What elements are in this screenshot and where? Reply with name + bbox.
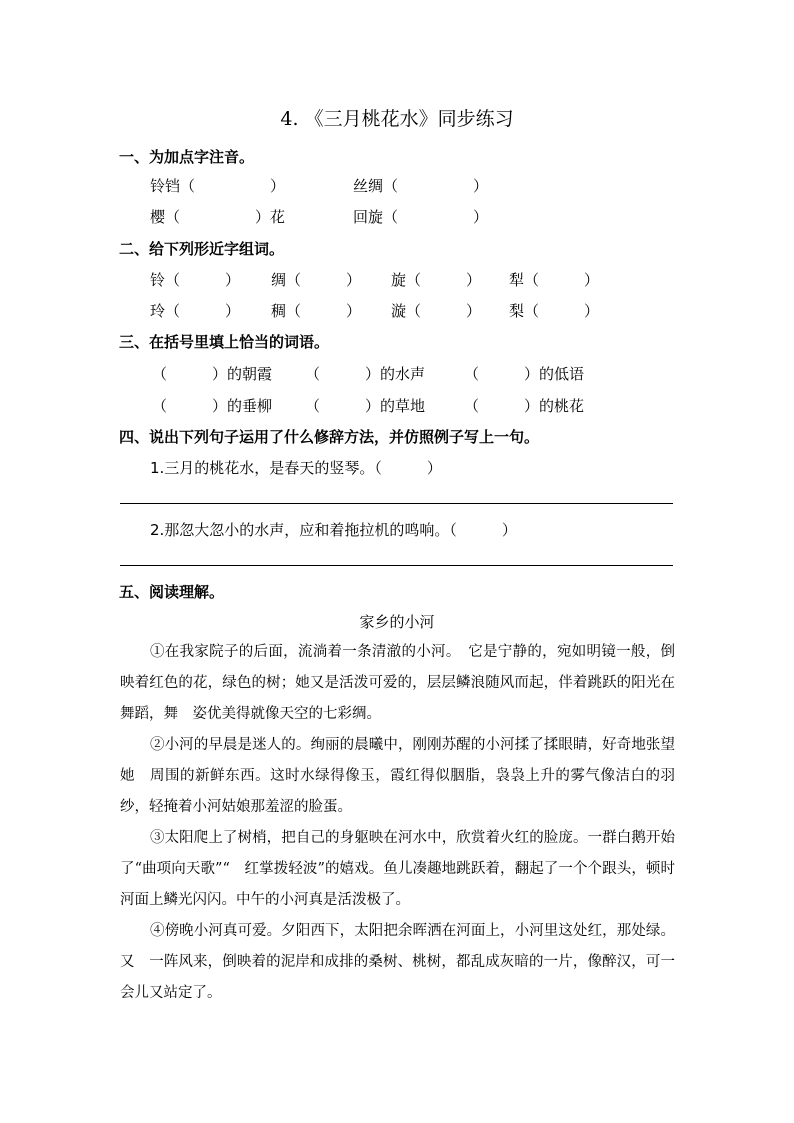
passage-paragraph-3: ③太阳爬上了树梢，把自己的身躯映在河水中，欣赏着火红的脸庞。一群白鹅开始了“曲项向天歌”“ 红掌拨轻波”的嬉戏。鱼儿凑趣地跳跃着，翻起了一个个跟头，顿时河面上鳞光闪闪。中午的小河真是活泼极了。 xyxy=(120,830,675,908)
s4-question-1: 1.三月的桃花水，是春天的竖琴。（ ） xyxy=(150,459,442,477)
section-2-heading: 二、给下列形近字组词。 xyxy=(119,240,285,258)
section-3-heading: 三、在括号里填上恰当的词语。 xyxy=(119,333,330,351)
passage-title: 家乡的小河 xyxy=(359,613,435,631)
s3-row2-item-1: （ ）的垂柳 xyxy=(152,397,273,415)
page-title: 4. 《三月桃花水》同步练习 xyxy=(280,108,514,130)
passage-paragraph-2: ②小河的早晨是迷人的。绚丽的晨曦中，刚刚苏醒的小河揉了揉眼睛，好奇地张望她 周围的新鲜东西。这时水绿得像玉，霞红得似胭脂，袅袅上升的雾气像洁白的羽纱，轻掩着小河姑娘那羞涩的脸蛋。 xyxy=(120,737,675,815)
s1-item-1: 铃铛（ ） xyxy=(150,177,286,195)
passage-paragraph-1: ①在我家院子的后面，流淌着一条清澈的小河。 它是宁静的，宛如明镜一般，倒映着红色的花，绿色的树；她又是活泼可爱的，层层鳞浪随风而起，伴着跳跃的阳光在舞蹈，舞 姿优美得就像天空的七彩绸。 xyxy=(120,644,675,722)
answer-line-1 xyxy=(120,503,673,504)
s3-row1-item-2: （ ）的水声 xyxy=(305,365,426,383)
s2-row2-item-2: 稠（ ） xyxy=(271,302,362,320)
s2-row2-item-3: 漩（ ） xyxy=(391,302,482,320)
s2-row1-item-1: 铃（ ） xyxy=(150,271,241,289)
s1-item-4: 回旋（ ） xyxy=(353,208,489,226)
s4-question-2: 2.那忽大忽小的水声，应和着拖拉机的鸣响。（ ） xyxy=(150,521,517,539)
s3-row1-item-3: （ ）的低语 xyxy=(464,365,585,383)
section-5-heading: 五、阅读理解。 xyxy=(119,583,225,601)
passage-paragraph-4: ④傍晚小河真可爱。夕阳西下，太阳把余晖洒在河面上，小河里这处红，那处绿。又 一阵风来，倒映着的泥岸和成排的桑树、桃树，都乱成灰暗的一片，像醉汉，可一会儿又站定了。 xyxy=(120,923,675,1001)
section-4-heading: 四、说出下列句子运用了什么修辞方法，并仿照例子写上一句。 xyxy=(119,428,540,446)
s1-item-3: 樱（ ）花 xyxy=(150,208,286,226)
answer-line-2 xyxy=(120,565,673,566)
s3-row1-item-1: （ ）的朝霞 xyxy=(152,365,273,383)
s2-row1-item-3: 旋（ ） xyxy=(391,271,482,289)
s3-row2-item-2: （ ）的草地 xyxy=(305,397,426,415)
s2-row2-item-1: 玲（ ） xyxy=(150,302,241,320)
s2-row1-item-2: 绸（ ） xyxy=(271,271,362,289)
section-1-heading: 一、为加点字注音。 xyxy=(119,148,255,166)
s3-row2-item-3: （ ）的桃花 xyxy=(464,397,585,415)
s2-row2-item-4: 梨（ ） xyxy=(509,302,600,320)
s2-row1-item-4: 犁（ ） xyxy=(509,271,600,289)
s1-item-2: 丝绸（ ） xyxy=(353,177,489,195)
